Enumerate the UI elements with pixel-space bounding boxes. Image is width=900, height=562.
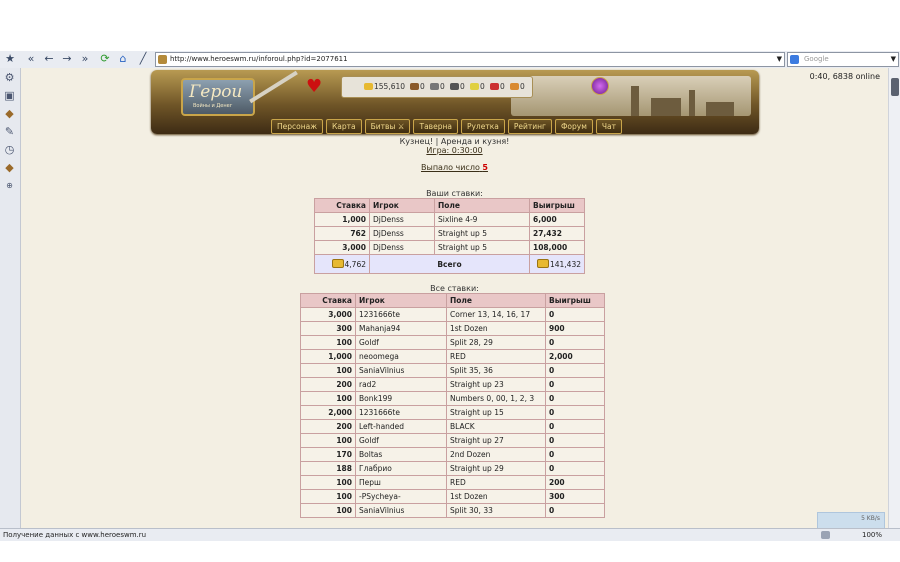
table-row (315, 241, 585, 255)
resource-wood: 0 (410, 77, 425, 97)
dropped-value: 5 (482, 163, 488, 172)
forward-last-icon[interactable]: » (81, 52, 89, 65)
menu-roulette[interactable]: Рулетка (461, 119, 505, 134)
cell-win: 0 (546, 378, 605, 392)
mercury-icon (450, 83, 459, 90)
site-favicon-icon (158, 55, 167, 64)
all-bets-title: Все ставки: (430, 284, 479, 293)
table-row (301, 378, 605, 392)
table-header-row (301, 294, 605, 308)
table-header-row (315, 199, 585, 213)
table-row (301, 336, 605, 350)
promo-links[interactable]: Кузнец! | Аренда и кузня! (399, 137, 510, 146)
reload-icon[interactable]: ⟳ (100, 52, 110, 65)
cell-field: Straight up 27 (447, 434, 546, 448)
table-row (301, 406, 605, 420)
ore-icon (430, 83, 439, 90)
gold-icon (332, 259, 344, 268)
cell-player[interactable]: Goldf (356, 434, 447, 448)
city-scene-image (511, 76, 751, 116)
cell-player[interactable]: Глабрио (356, 462, 447, 476)
cell-win: 0 (546, 392, 605, 406)
resource-mercury: 0 (450, 77, 465, 97)
cell-stake: 100 (301, 364, 356, 378)
dropped-number[interactable] (21, 163, 888, 172)
zoom-level[interactable]: 100% (861, 531, 882, 539)
site-icon-2[interactable]: ◆ (5, 161, 14, 174)
cell-win: 108,000 (530, 241, 585, 255)
status-text: Получение данных с www.heroeswm.ru (3, 531, 147, 539)
browser-toolbar (0, 51, 900, 69)
cell-field: Straight up 5 (435, 241, 530, 255)
cell-win: 27,432 (530, 227, 585, 241)
sword-icon (249, 71, 298, 104)
monitor-icon[interactable]: ▣ (4, 89, 15, 102)
crystal-icon (490, 83, 499, 90)
clock-icon[interactable]: ◷ (4, 143, 15, 156)
col-stake: Ставка (315, 199, 370, 213)
menu-rating[interactable]: Рейтинг (508, 119, 552, 134)
total-row (315, 255, 585, 274)
cell-win: 0 (546, 308, 605, 322)
cell-win: 0 (546, 336, 605, 350)
col-player: Игрок (370, 199, 435, 213)
menu-map[interactable]: Карта (326, 119, 362, 134)
col-stake: Ставка (301, 294, 356, 308)
cell-player[interactable]: neoomega (356, 350, 447, 364)
cell-win: 0 (546, 462, 605, 476)
cell-stake: 188 (301, 462, 356, 476)
cell-field: Corner 13, 14, 16, 17 (447, 308, 546, 322)
menu-forum[interactable]: Форум (555, 119, 593, 134)
cell-player[interactable]: Left-handed (356, 420, 447, 434)
mana-potion-icon (591, 77, 609, 95)
cell-field: Straight up 29 (447, 462, 546, 476)
search-placeholder: Google (804, 55, 829, 63)
cell-win: 0 (546, 364, 605, 378)
cell-field: Split 30, 33 (447, 504, 546, 518)
address-bar[interactable] (155, 52, 785, 67)
cell-win: 300 (546, 490, 605, 504)
search-box[interactable] (787, 52, 899, 67)
cell-field: 1st Dozen (447, 490, 546, 504)
cell-field: RED (447, 350, 546, 364)
cell-stake: 3,000 (315, 241, 370, 255)
cell-field: Straight up 23 (447, 378, 546, 392)
cell-stake: 100 (301, 336, 356, 350)
address-dropdown-icon[interactable]: ▼ (776, 55, 782, 63)
menu-character[interactable]: Персонаж (271, 119, 323, 134)
menu-battles[interactable]: Битвы ⚔ (365, 119, 411, 134)
resource-gold: 155,610 (364, 77, 405, 97)
your-bets-table (314, 198, 585, 274)
table-row (301, 350, 605, 364)
logo-title: Герои (189, 82, 243, 102)
cell-player[interactable]: SaniaVilnius (356, 504, 447, 518)
col-field: Поле (435, 199, 530, 213)
game-header-banner (151, 70, 759, 134)
cell-stake: 300 (301, 322, 356, 336)
resource-gem: 0 (510, 77, 525, 97)
tools-icon[interactable]: ✎ (4, 125, 15, 138)
address-bar-url: http://www.heroeswm.ru/inforoul.php?id=2077611 (170, 55, 348, 63)
col-win: Выигрыш (546, 294, 605, 308)
cell-player[interactable]: 1231666te (356, 406, 447, 420)
table-row (301, 490, 605, 504)
cell-win: 6,000 (530, 213, 585, 227)
cell-field: Split 35, 36 (447, 364, 546, 378)
table-row (301, 392, 605, 406)
search-dropdown-icon[interactable]: ▼ (890, 55, 896, 63)
cell-stake: 170 (301, 448, 356, 462)
cell-player[interactable]: rad2 (356, 378, 447, 392)
cell-player[interactable]: Bonk199 (356, 392, 447, 406)
page-content (21, 68, 888, 528)
cell-win: 0 (546, 504, 605, 518)
table-row (315, 227, 585, 241)
cell-stake: 3,000 (301, 308, 356, 322)
table-row (315, 213, 585, 227)
cell-field: Straight up 15 (447, 406, 546, 420)
back-arrow-icon[interactable]: ← (44, 52, 54, 65)
cell-stake: 2,000 (301, 406, 356, 420)
table-row (301, 434, 605, 448)
all-bets-table (300, 293, 605, 518)
cell-win: 0 (546, 406, 605, 420)
sulfur-icon (470, 83, 479, 90)
dropped-prefix: Выпало число (421, 163, 480, 172)
cell-stake: 100 (301, 392, 356, 406)
main-menu (271, 119, 622, 133)
table-row (301, 420, 605, 434)
online-counter: 0:40, 6838 online (809, 72, 880, 81)
logo-subtitle: Войны и Денег (193, 103, 233, 109)
resource-ore: 0 (430, 77, 445, 97)
cell-player[interactable]: DjDenss (370, 241, 435, 255)
gem-icon (510, 83, 519, 90)
table-row (301, 364, 605, 378)
cell-win: 2,000 (546, 350, 605, 364)
cell-win: 0 (546, 420, 605, 434)
cell-field: BLACK (447, 420, 546, 434)
cell-stake: 100 (301, 490, 356, 504)
page-scrollbar[interactable] (888, 68, 900, 528)
table-row (301, 476, 605, 490)
cell-stake: 200 (301, 378, 356, 392)
table-row (301, 448, 605, 462)
table-row (301, 462, 605, 476)
scrollbar-thumb[interactable] (891, 78, 899, 96)
wood-icon (410, 83, 419, 90)
cell-player[interactable]: DjDenss (370, 227, 435, 241)
home-icon[interactable]: ⌂ (119, 52, 127, 65)
back-first-icon[interactable]: « (27, 52, 35, 65)
cell-player[interactable]: Boltas (356, 448, 447, 462)
health-heart-icon: ♥ (306, 76, 323, 97)
zoom-icon[interactable] (821, 531, 830, 539)
cell-player[interactable]: Mahanja94 (356, 322, 447, 336)
gold-icon (364, 83, 373, 90)
cell-field: Straight up 5 (435, 227, 530, 241)
table-row (301, 322, 605, 336)
site-icon[interactable]: ◆ (5, 107, 14, 120)
col-field: Поле (447, 294, 546, 308)
resources-bar (341, 76, 533, 98)
download-speed: 5 KB/s (861, 515, 880, 522)
resource-sulfur: 0 (470, 77, 485, 97)
cell-field: 1st Dozen (447, 322, 546, 336)
cell-field: 2nd Dozen (447, 448, 546, 462)
forward-arrow-icon[interactable]: → (62, 52, 72, 65)
cell-player[interactable]: DjDenss (370, 213, 435, 227)
cell-player[interactable]: SaniaVilnius (356, 364, 447, 378)
menu-chat[interactable]: Чат (596, 119, 622, 134)
google-icon (790, 55, 799, 64)
menu-tavern[interactable]: Таверна (413, 119, 457, 134)
cell-field: RED (447, 476, 546, 490)
add-icon[interactable]: ⊕ (6, 181, 13, 190)
your-bets-title: Ваши ставки: (426, 189, 483, 198)
cell-win: 900 (546, 322, 605, 336)
status-bar (0, 528, 900, 541)
cell-stake: 100 (301, 476, 356, 490)
cell-field: Split 28, 29 (447, 336, 546, 350)
cell-win: 0 (546, 448, 605, 462)
cell-stake: 100 (301, 434, 356, 448)
edit-icon[interactable]: ╱ (139, 52, 147, 65)
cell-field: Sixline 4-9 (435, 213, 530, 227)
browser-sidebar (0, 68, 21, 528)
cell-stake: 100 (301, 504, 356, 518)
bookmarks-star-icon[interactable]: ★ (5, 52, 15, 65)
resource-crystal: 0 (490, 77, 505, 97)
gold-icon (537, 259, 549, 268)
gear-icon[interactable]: ⚙ (4, 71, 15, 84)
game-time-link[interactable]: Игра: 0:30:00 (426, 146, 483, 155)
table-row (301, 308, 605, 322)
cell-player[interactable]: Goldf (356, 336, 447, 350)
game-logo[interactable] (181, 78, 255, 116)
col-win: Выигрыш (530, 199, 585, 213)
cell-stake: 762 (315, 227, 370, 241)
total-label: Всего (370, 255, 530, 274)
cell-player[interactable]: Перш (356, 476, 447, 490)
cell-field: Numbers 0, 00, 1, 2, 3 (447, 392, 546, 406)
cell-stake: 200 (301, 420, 356, 434)
cell-stake: 1,000 (315, 213, 370, 227)
cell-player[interactable]: -PSycheya- (356, 490, 447, 504)
cell-win: 0 (546, 434, 605, 448)
cell-stake: 1,000 (301, 350, 356, 364)
table-row (301, 504, 605, 518)
col-player: Игрок (356, 294, 447, 308)
cell-player[interactable]: 1231666te (356, 308, 447, 322)
total-win: 141,432 (530, 255, 585, 274)
total-stake: 4,762 (315, 255, 370, 274)
cell-win: 200 (546, 476, 605, 490)
